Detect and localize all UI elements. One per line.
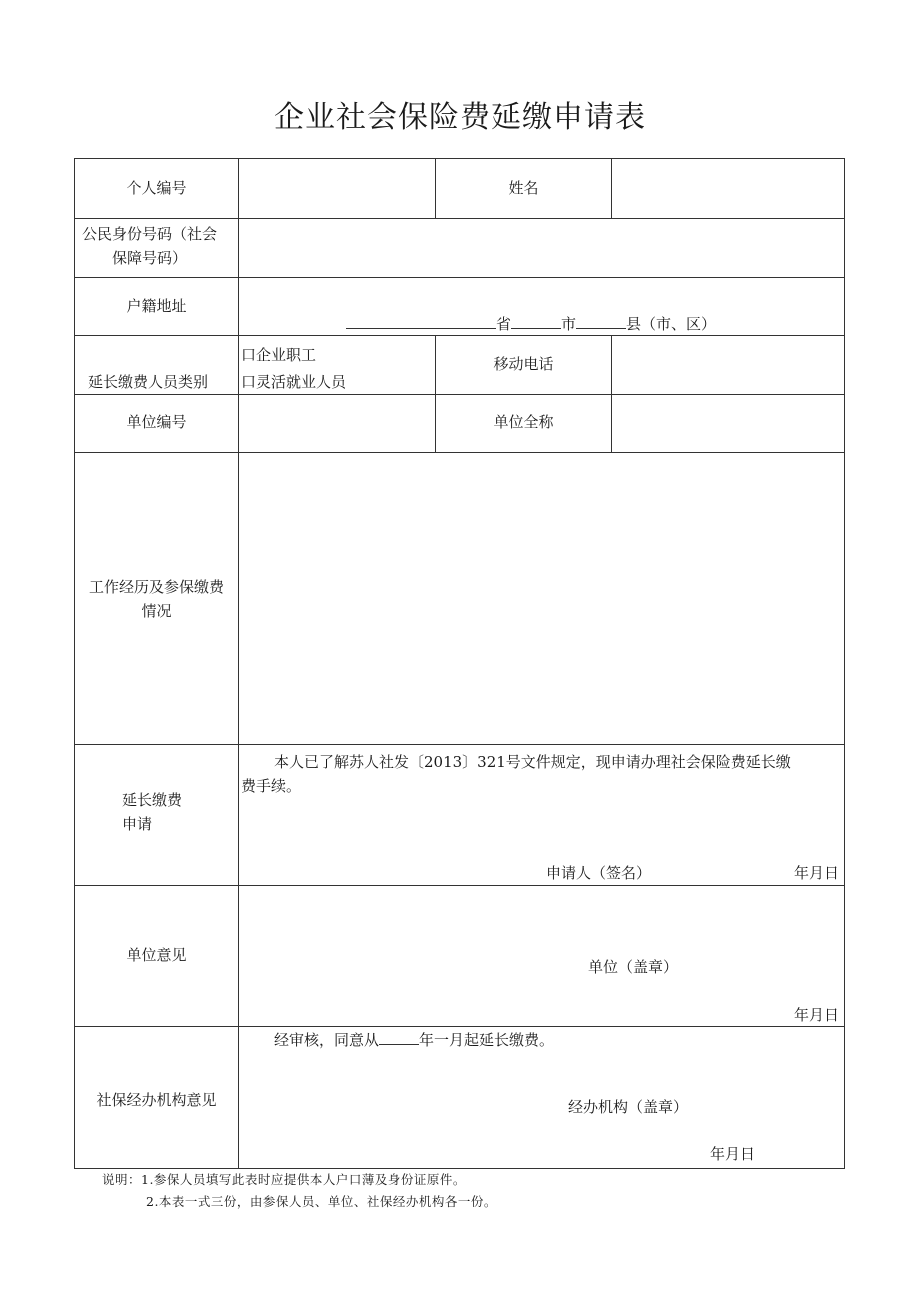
start-year-blank[interactable] (379, 1028, 419, 1045)
household-address-line[interactable] (346, 312, 716, 336)
row-divider (74, 277, 845, 278)
name-label: 姓名 (508, 179, 539, 197)
agency-approval-text-after: 年一月起延长缴费。 (419, 1031, 555, 1049)
category-option-flexible[interactable]: 口灵活就业人员 (241, 373, 347, 391)
personal-id-label: 个人编号 (126, 179, 187, 197)
unit-name-field[interactable] (612, 395, 844, 452)
unit-name-label: 单位全称 (493, 413, 554, 431)
citizen-id-label-line2: 保障号码） (112, 249, 188, 267)
work-history-field[interactable] (239, 453, 844, 744)
city-blank[interactable] (511, 312, 561, 329)
unit-opinion-label: 单位意见 (126, 946, 187, 964)
agency-approval-text-before: 经审核，同意从 (274, 1031, 380, 1049)
province-text: 省 (496, 315, 512, 333)
row-divider (74, 744, 845, 745)
page-title: 企业社会保险费延缴申请表 (274, 100, 646, 135)
name-field[interactable] (612, 159, 844, 218)
applicant-signature-label: 申请人（签名） (546, 864, 652, 882)
note-line2: 2.本表一式三份，由参保人员、单位、社保经办机构各一份。 (146, 1194, 497, 1209)
unit-id-label: 单位编号 (126, 413, 187, 431)
province-blank[interactable] (346, 312, 496, 329)
category-option-employee[interactable]: 口企业职工 (241, 346, 317, 364)
row-divider (74, 885, 845, 886)
application-label-line1: 延长缴费 (122, 791, 183, 809)
citizen-id-field[interactable] (239, 219, 844, 277)
unit-seal-label: 单位（盖章） (588, 958, 679, 976)
agency-seal-label: 经办机构（盖章） (568, 1098, 689, 1116)
county-blank[interactable] (576, 312, 626, 329)
personal-id-field[interactable] (239, 159, 435, 218)
agency-opinion-date: 年月日 (710, 1145, 756, 1163)
work-history-label-line1: 工作经历及参保缴费 (88, 578, 224, 596)
agency-opinion-label: 社保经办机构意见 (96, 1091, 217, 1109)
application-label (122, 788, 182, 836)
application-label-line2: 申请 (122, 815, 153, 833)
unit-opinion-date: 年月日 (794, 1006, 840, 1024)
agency-approval-line[interactable] (274, 1028, 554, 1052)
note-line1: 说明：1.参保人员填写此表时应提供本人户口薄及身份证原件。 (102, 1172, 466, 1187)
city-text: 市 (561, 315, 577, 333)
work-history-label-line2: 情况 (141, 602, 172, 620)
row-divider (74, 1026, 845, 1027)
county-text: 县（市、区） (626, 315, 717, 333)
application-date: 年月日 (794, 864, 840, 882)
mobile-phone-field[interactable] (612, 336, 844, 394)
household-address-label: 户籍地址 (126, 297, 187, 315)
application-statement-line2: 费手续。 (241, 777, 302, 795)
citizen-id-label-line1: 公民身份号码（社会 (82, 225, 218, 243)
work-history-label (75, 575, 238, 623)
unit-id-field[interactable] (239, 395, 435, 452)
application-statement-line1: 本人已了解苏人社发〔2013〕321号文件规定，现申请办理社会保险费延长缴 (274, 753, 791, 771)
category-label: 延长缴费人员类别 (88, 373, 209, 391)
citizen-id-label (82, 222, 238, 270)
mobile-phone-label: 移动电话 (493, 355, 554, 373)
